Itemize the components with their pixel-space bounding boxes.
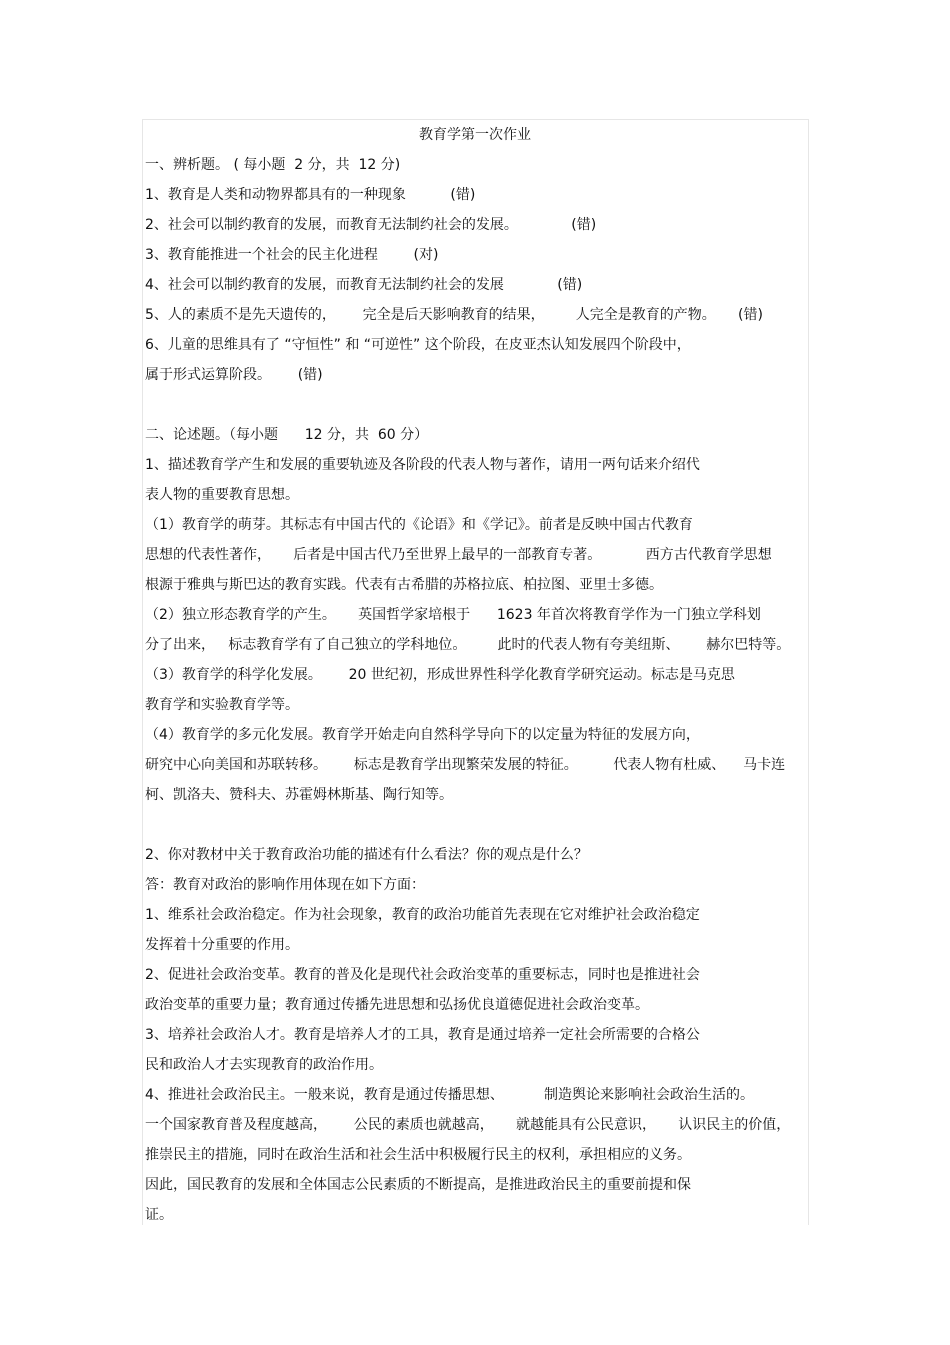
discrimination-item: 6、儿童的思维具有了 “守恒性” 和 “可逆性” 这个阶段，在皮亚杰认知发展四个阶段中， [145, 337, 691, 353]
essay-line: 3、培养社会政治人才。教育是培养人才的工具，教育是通过培养一定社会所需要的合格公 [145, 1027, 700, 1043]
discrimination-item: 4、社会可以制约教育的发展，而教育无法制约社会的发展 (错) [145, 277, 583, 293]
essay-line: （3）教育学的科学化发展。 20 世纪初，形成世界性科学化教育学研究运动。标志是马克思 [145, 667, 735, 683]
essay-line: 政治变革的重要力量；教育通过传播先进思想和弘扬优良道德促进社会政治变革。 [145, 997, 649, 1013]
essay-line: 1、维系社会政治稳定。作为社会现象，教育的政治功能首先表现在它对维护社会政治稳定 [145, 907, 700, 923]
section-heading-discrimination: 一、辨析题。 ( 每小题 2 分，共 12 分) [145, 157, 401, 173]
essay-line: 一个国家教育普及程度越高， 公民的素质也就越高， 就越能具有公民意识， 认识民主的价值， [145, 1117, 791, 1133]
essay-line: 教育学和实验教育学等。 [145, 697, 299, 713]
discrimination-item: 1、教育是人类和动物界都具有的一种现象 (错) [145, 187, 476, 203]
essay-line: 分了出来， 标志教育学有了自己独立的学科地位。 此时的代表人物有夸美纽斯、 赫尔巴特等。 [145, 637, 791, 653]
discrimination-item-continued: 属于形式运算阶段。 (错) [145, 367, 323, 383]
essay-line: 思想的代表性著作， 后者是中国古代乃至世界上最早的一部教育专著。 西方古代教育学思想 [145, 547, 772, 563]
essay-line: 根源于雅典与斯巴达的教育实践。代表有古希腊的苏格拉底、柏拉图、亚里士多德。 [145, 577, 663, 593]
discrimination-item: 2、社会可以制约教育的发展，而教育无法制约社会的发展。 (错) [145, 217, 597, 233]
essay-line: 研究中心向美国和苏联转移。 标志是教育学出现繁荣发展的特征。 代表人物有杜威、 马卡连 [145, 757, 786, 773]
essay-line: （2）独立形态教育学的产生。 英国哲学家培根于 1623 年首次将教育学作为一门独立学科划 [145, 607, 761, 623]
essay-line: 2、促进社会政治变革。教育的普及化是现代社会政治变革的重要标志，同时也是推进社会 [145, 967, 700, 983]
essay-question-1: 1、描述教育学产生和发展的重要轨迹及各阶段的代表人物与著作，请用一两句话来介绍代 [145, 457, 700, 473]
section-heading-essay: 二、论述题。（每小题 12 分，共 60 分） [145, 427, 429, 443]
essay-line: 4、推进社会政治民主。一般来说，教育是通过传播思想、 制造舆论来影响社会政治生活的。 [145, 1087, 754, 1103]
essay-line: 发挥着十分重要的作用。 [145, 937, 299, 953]
discrimination-item: 3、教育能推进一个社会的民主化进程 (对) [145, 247, 439, 263]
essay-question-2: 2、你对教材中关于教育政治功能的描述有什么看法？你的观点是什么？ [145, 847, 588, 863]
essay-line: 推崇民主的措施，同时在政治生活和社会生活中积极履行民主的权利，承担相应的义务。 [145, 1147, 691, 1163]
essay-line: （4）教育学的多元化发展。教育学开始走向自然科学导向下的以定量为特征的发展方向， [145, 727, 700, 743]
document-title: 教育学第一次作业 [419, 127, 531, 143]
essay-line: 证。 [145, 1207, 173, 1223]
essay-line: 答：教育对政治的影响作用体现在如下方面： [145, 877, 425, 893]
essay-line: 表人物的重要教育思想。 [145, 487, 299, 503]
essay-line: 因此，国民教育的发展和全体国志公民素质的不断提高，是推进政治民主的重要前提和保 [145, 1177, 691, 1193]
essay-line: 柯、凯洛夫、赞科夫、苏霍姆林斯基、陶行知等。 [145, 787, 453, 803]
discrimination-item: 5、人的素质不是先天遗传的， 完全是后天影响教育的结果， 人完全是教育的产物。 (错) [145, 307, 763, 323]
essay-line: （1）教育学的萌芽。其标志有中国古代的《论语》和《学记》。前者是反映中国古代教育 [145, 517, 693, 533]
essay-line: 民和政治人才去实现教育的政治作用。 [145, 1057, 383, 1073]
